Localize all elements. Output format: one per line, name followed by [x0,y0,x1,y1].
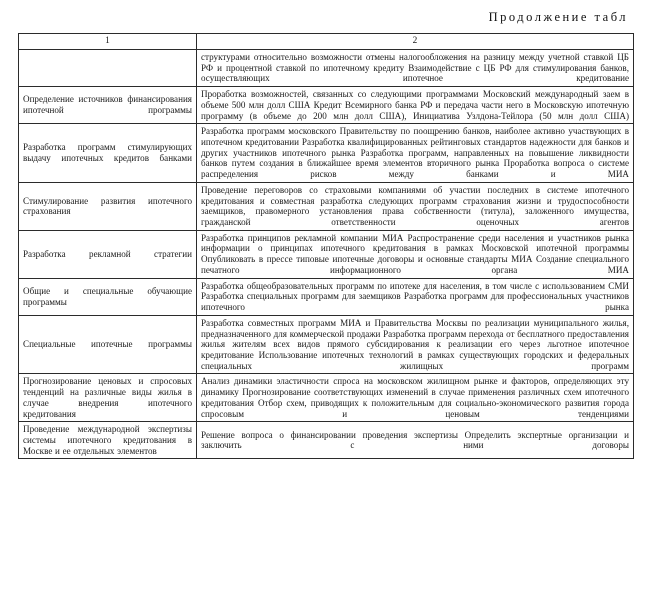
table-row [19,49,634,86]
table-row [19,124,634,183]
continuation-table [18,33,634,459]
row-content: Проработка возможностей, связанных со следующими программами Московский международный заем в объеме 500 млн долл США Кредит Всемирного банка РФ и передача части него в Московскую ипотечную программу (в объеме до 200 млн долл США), Инициатива Узлдона-Тейлора (50 млн долл США) [197,87,634,124]
table-row [19,230,634,278]
row-label: Прогнозирование ценовых и спросовых тенденций на различные виды жилья в случае внедрения ипотечного кредитования [19,374,197,422]
row-label: Разработка программ стимулирующих выдачу ипотечных кредитов банками [19,124,197,183]
row-label: Стимулирование развития ипотечного страхования [19,182,197,230]
row-label: Разработка рекламной стратегии [19,230,197,278]
column-header-2: 2 [197,34,634,50]
table-header-row [19,34,634,50]
row-label: Определение источников финансирования ипотечной программы [19,87,197,124]
row-label: Специальные ипотечные программы [19,315,197,374]
table-row [19,374,634,422]
row-content: Разработка совместных программ МИА и Правительства Москвы по реализации муниципального жилья, предназначенного для коммерческой продажи Разработка программ перехода от бесплатного предоставления жилья жителям всех видов прямого субсидирования к реализации его через льготное ипотечное кредитование Использование ипотечных технологий в рамках существующих городских и федеральных специальных жилищных программ [197,315,634,374]
row-label: Проведение международной экспертизы системы ипотечного кредитования в Москве и ее отдельных элементов [19,422,197,459]
table-row [19,315,634,374]
row-label: Общие и специальные обучающие программы [19,278,197,315]
row-label [19,49,197,86]
row-content: Анализ динамики эластичности спроса на московском жилищном рынке и факторов, определяющих эту динамику Прогнозирование соответствующих изменений в случае применения различных схем ипотечного кредитования Отбор схем, приводящих к положительным для социально-экономического развития города спросовым и ценовым тенденциями [197,374,634,422]
column-header-1: 1 [19,34,197,50]
row-content: Решение вопроса о финансировании проведения экспертизы Определить экспертные организации и заключить с ними договоры [197,422,634,459]
row-content: Разработка общеобразовательных программ по ипотеке для населения, в том числе с использованием СМИ Разработка специальных программ для заемщиков Разработка программ для профессиональных участников ипотечного рынка [197,278,634,315]
table-row [19,422,634,459]
table-row [19,87,634,124]
row-content: Проведение переговоров со страховыми компаниями об участии последних в системе ипотечного кредитования и совместная разработка следующих программ страхования жизни и трудоспособности заемщиков, правомерного установления права собственности (титула), заложенного имущества, гражданской ответственности оценочных агентов [197,182,634,230]
page-title: Продолжение табл [488,10,628,24]
row-content: структурами относительно возможности отмены налогообложения на разницу между учетной ставкой ЦБ РФ и процентной ставкой по ипотечному кредиту Взаимодействие с ЦБ РФ для стимулирования банков, осуществляющих ипотечное кредитование [197,49,634,86]
row-content: Разработка принципов рекламной компании МИА Распространение среди населения и участников рынка информации о принципах ипотечного кредитования в рамках Московской ипотечной программы Опубликовать в прессе типовые ипотечные договоры и основные стандарты МИА Создание специального печатного информационного органа МИА [197,230,634,278]
table-row [19,182,634,230]
row-content: Разработка программ московского Правительству по поощрению банков, наиболее активно участвующих в ипотечном кредитовании Разработка квалифицированных рейтинговых стандартов надежности для банков и других участников ипотечного рынка Разработка программ, направленных на повышение ликвидности банков путем создания в ближайшее время элементов вторичного рынка Проработка вопроса о системе распределения рисков между банками и МИА [197,124,634,183]
table-row [19,278,634,315]
